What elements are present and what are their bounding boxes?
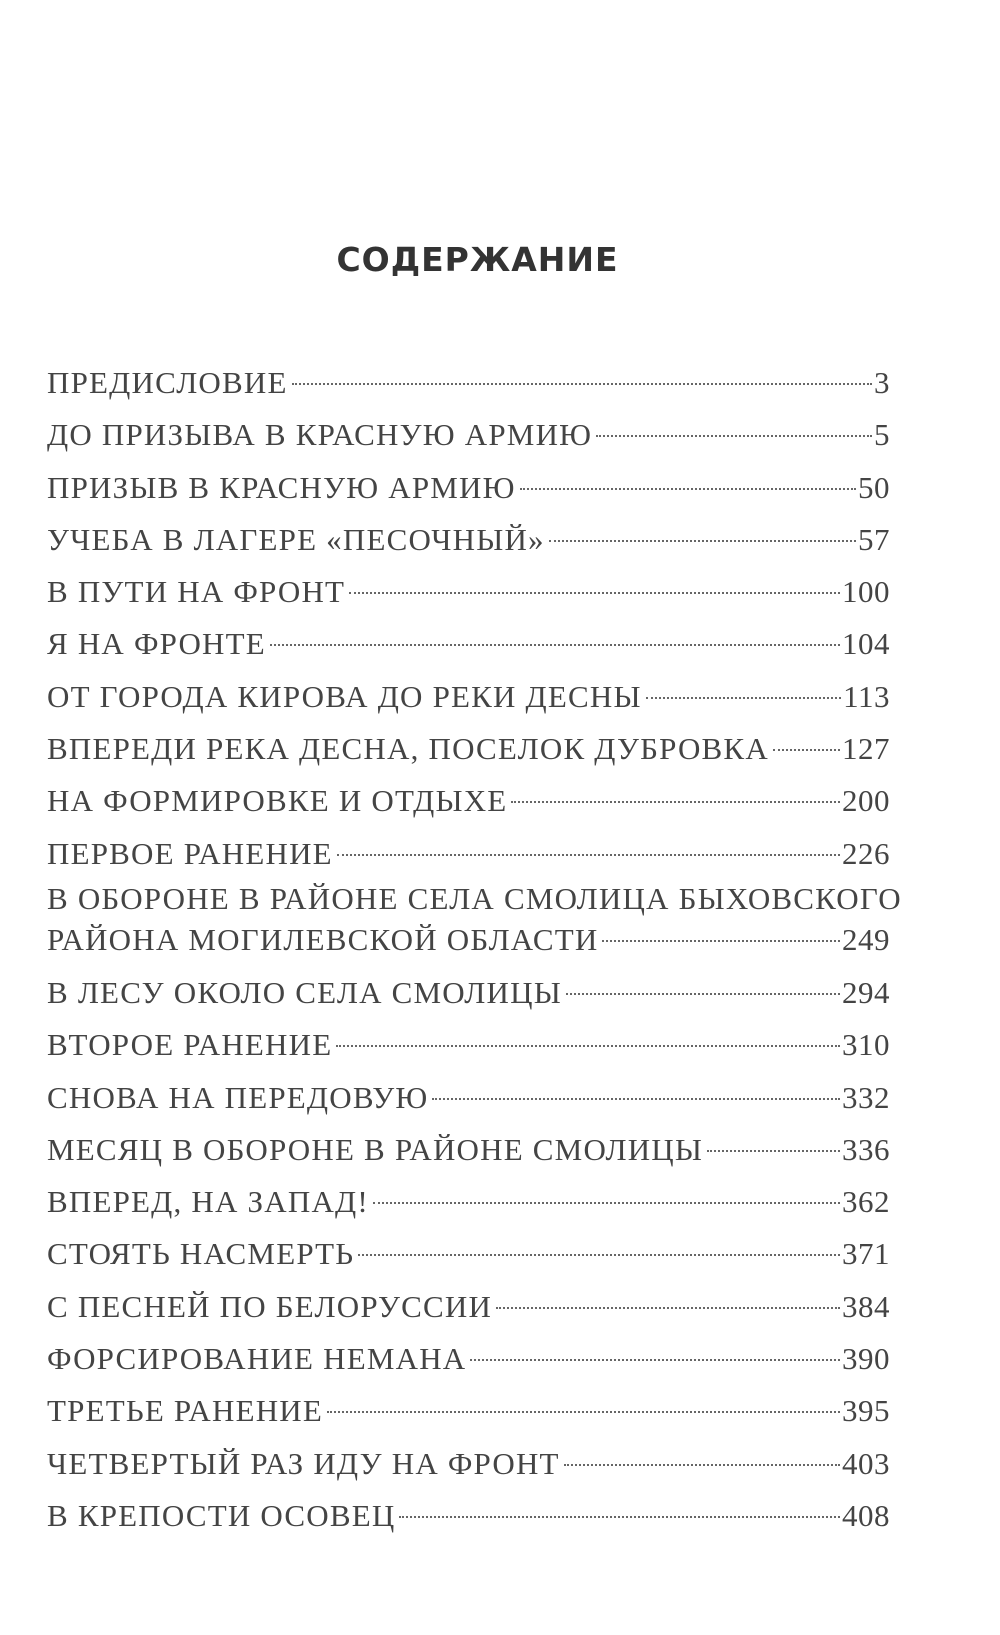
toc-entry-page-number: 5: [874, 417, 890, 453]
dot-leader: [358, 1230, 840, 1264]
toc-entry: [47, 1440, 890, 1492]
toc-entry-page-number: 294: [842, 974, 890, 1010]
dot-leader: [496, 1283, 840, 1317]
toc-entry-page-number: 408: [842, 1497, 890, 1533]
toc-title: СОДЕРЖАНИЕ: [336, 240, 619, 279]
toc-entry: [47, 620, 890, 672]
dot-leader: [373, 1178, 840, 1212]
toc-entry-page-number: 200: [842, 783, 890, 819]
dot-leader: [432, 1074, 840, 1108]
toc-entry-title: В ЛЕСУ ОКОЛО СЕЛА СМОЛИЦЫ: [47, 975, 562, 1010]
dot-leader: [707, 1126, 840, 1160]
toc-entry: [47, 1126, 890, 1178]
toc-entry: [47, 516, 890, 568]
toc-entry-title: ВПЕРЕДИ РЕКА ДЕСНА, ПОСЕЛОК ДУБРОВКА: [47, 732, 769, 767]
toc-entry: [47, 1283, 890, 1335]
toc-entry-title: ВПЕРЕД, НА ЗАПАД!: [47, 1185, 369, 1220]
toc-entry-title-continued: РАЙОНА МОГИЛЕВСКОЙ ОБЛАСТИ: [47, 922, 599, 957]
toc-entry-title: ПРЕДИСЛОВИЕ: [47, 366, 288, 400]
toc-entry: [47, 673, 890, 725]
toc-entry-page-number: 100: [842, 574, 890, 610]
toc-entry: [47, 881, 902, 969]
toc-entry-page-number: 362: [842, 1184, 890, 1220]
dot-leader: [270, 620, 840, 654]
toc-entry-title: Я НА ФРОНТЕ: [47, 627, 266, 662]
toc-entry-title: В ПУТИ НА ФРОНТ: [47, 575, 346, 610]
toc-entry-title: ПЕРВОЕ РАНЕНИЕ: [47, 836, 333, 871]
toc-entry: [47, 1178, 890, 1230]
dot-leader: [511, 777, 840, 811]
toc-entry: [47, 1492, 890, 1544]
toc-entry-page-number: 104: [842, 626, 890, 662]
toc-entry: [47, 568, 890, 620]
toc-entry-title: УЧЕБА В ЛАГЕРЕ «ПЕСОЧНЫЙ»: [47, 522, 545, 557]
toc-entry: [47, 777, 890, 829]
toc-entry-page-number: 57: [858, 521, 890, 557]
dot-leader: [564, 1440, 840, 1474]
toc-entry-page-number: 403: [842, 1445, 890, 1481]
toc-entry-page-number: 336: [842, 1131, 890, 1167]
toc-entry-title: ТРЕТЬЕ РАНЕНИЕ: [47, 1394, 324, 1429]
dot-leader: [549, 516, 856, 550]
toc-entry: [47, 1387, 890, 1439]
toc-entry-page-number: 113: [843, 678, 890, 714]
toc-entry-page-number: 127: [842, 731, 890, 767]
dot-leader: [773, 725, 840, 759]
toc-entry-title: МЕСЯЦ В ОБОРОНЕ В РАЙОНЕ СМОЛИЦЫ: [47, 1132, 704, 1167]
toc-entry-title: ПРИЗЫВ В КРАСНУЮ АРМИЮ: [47, 470, 516, 505]
toc-entry-title: СТОЯТЬ НАСМЕРТЬ: [47, 1237, 355, 1272]
toc-entry-page-number: 310: [842, 1027, 890, 1063]
dot-leader: [336, 1021, 840, 1055]
toc-entry-page-number: 384: [842, 1288, 890, 1324]
dot-leader: [399, 1492, 840, 1526]
dot-leader: [327, 1387, 840, 1421]
toc-entry-page-number: 371: [842, 1236, 890, 1272]
toc-entry: [47, 411, 890, 463]
toc-entry: [47, 969, 890, 1021]
toc-entry-page-number: 50: [858, 469, 890, 505]
toc-entry: [47, 464, 890, 516]
toc-entry-title: ОТ ГОРОДА КИРОВА ДО РЕКИ ДЕСНЫ: [47, 679, 642, 714]
toc-entry-title: В ОБОРОНЕ В РАЙОНЕ СЕЛА СМОЛИЦА БЫХОВСКОГО: [47, 881, 902, 916]
dot-leader: [337, 830, 840, 864]
toc-entry-title: НА ФОРМИРОВКЕ И ОТДЫХЕ: [47, 784, 508, 819]
toc-entry: [47, 830, 890, 882]
dot-leader: [520, 464, 856, 498]
toc-entry-page-number: 395: [842, 1393, 890, 1429]
dot-leader: [349, 568, 840, 602]
toc-entry-title: ЧЕТВЕРТЫЙ РАЗ ИДУ НА ФРОНТ: [47, 1446, 560, 1481]
toc-entry: [47, 359, 890, 411]
dot-leader: [566, 969, 840, 1003]
toc-entry-title: ДО ПРИЗЫВА В КРАСНУЮ АРМИЮ: [47, 418, 593, 453]
toc-entry: [47, 1021, 890, 1073]
dot-leader: [602, 916, 840, 950]
toc-entry: [47, 1335, 890, 1387]
toc-entry-page-number: 3: [874, 365, 890, 400]
toc-entry: [47, 1230, 890, 1282]
dot-leader: [646, 673, 841, 707]
toc-entry-title: ВТОРОЕ РАНЕНИЕ: [47, 1028, 333, 1063]
dot-leader: [470, 1335, 840, 1369]
toc-entry-title: ФОРСИРОВАНИЕ НЕМАНА: [47, 1342, 467, 1377]
toc-entry-title: В КРЕПОСТИ ОСОВЕЦ: [47, 1498, 396, 1533]
dot-leader: [292, 359, 872, 393]
toc-entry-page-number: 390: [842, 1341, 890, 1377]
toc-list: [47, 359, 902, 1544]
toc-entry-page-number: 249: [842, 921, 890, 957]
toc-entry: [47, 725, 890, 777]
toc-entry-page-number: 226: [842, 835, 890, 871]
toc-entry-page-number: 332: [842, 1079, 890, 1115]
toc-entry-title: С ПЕСНЕЙ ПО БЕЛОРУССИИ: [47, 1289, 493, 1324]
toc-entry-title: СНОВА НА ПЕРЕДОВУЮ: [47, 1080, 429, 1115]
dot-leader: [596, 411, 872, 445]
toc-entry: [47, 1074, 890, 1126]
